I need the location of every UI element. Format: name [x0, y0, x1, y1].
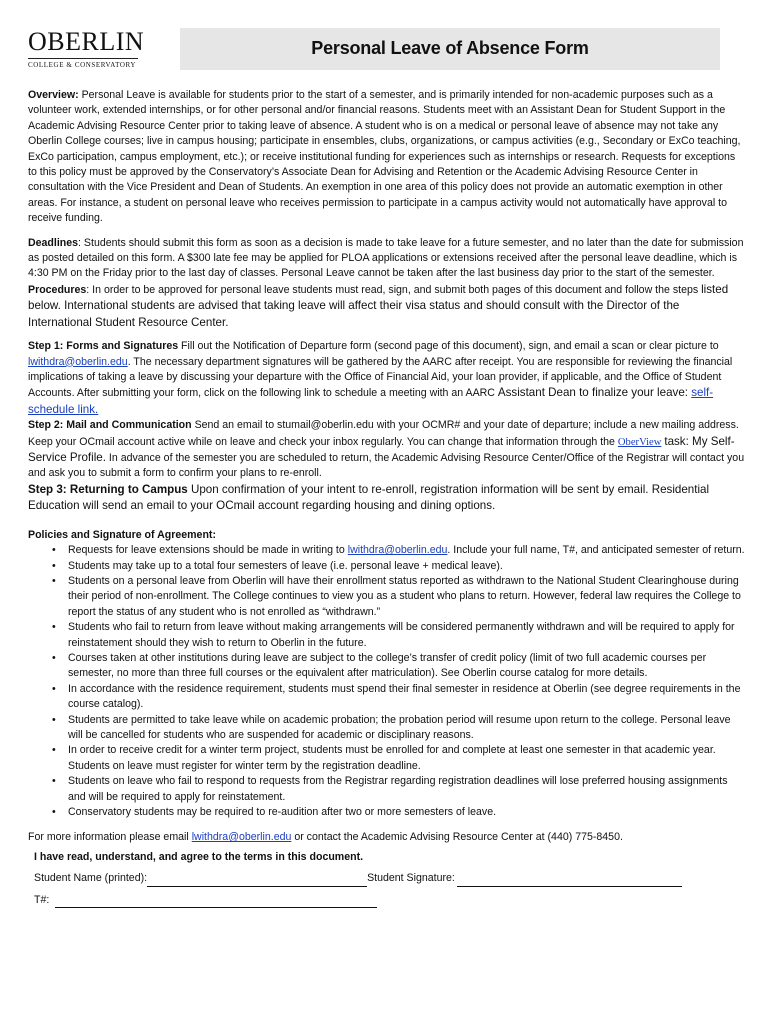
policy-item: • Students on a personal leave from Oberlin will have their enrollment status reported as withdrawn to the National Student Clearinghouse during their period of non-enrollment. The College continues to view you as a student who plans to return. However, federal law requires the College to report the status of any student who is not enrolled as “withdrawn.” — [50, 574, 746, 620]
self-schedule-link[interactable]: self-schedule link. — [28, 386, 714, 416]
policy-item: • Students who fail to return from leave without making arrangements will be considered permanently withdrawn and will be required to apply for reinstatement should they wish to return to Oberlin in the future. — [50, 620, 746, 651]
oberview-link[interactable]: OberView — [617, 436, 662, 448]
deadlines-text: : Students should submit this form as soon as a decision is made to take leave for a future semester, and no later than the date for submission as posted detailed on this form. A $300 late fee may be applied for PLOA applications or extensions received after the personal leave deadline, which is 4:30 PM on the Friday prior to the last day of classes. Personal Leave cannot be taken after the last business day prior to the start of the semester. — [28, 236, 744, 280]
policy-item — [50, 543, 746, 558]
page-title: Personal Leave of Absence Form — [311, 38, 589, 59]
agreement-statement: I have read, understand, and agree to the terms in this document. — [34, 850, 364, 863]
more-info-text-a: For more information please email — [28, 831, 192, 844]
policy-text: Requests for leave extensions should be made in writing to — [68, 544, 348, 557]
procedures-paragraph — [28, 282, 746, 331]
student-signature-field[interactable] — [457, 875, 682, 887]
step1-text-c: Assistant Dean to finalize your leave: — [497, 386, 692, 400]
policy-item: • Students are permitted to take leave while on academic probation; the probation period will resume upon return to the college. Personal leave will be cancelled for students who are suspended for academic or disciplinary reasons. — [50, 713, 746, 744]
procedures-label: Procedures — [28, 283, 87, 296]
overview-label: Overview: — [28, 89, 79, 101]
step3-paragraph — [28, 482, 746, 514]
policies-list — [50, 543, 746, 820]
deadlines-label: Deadlines — [28, 236, 79, 249]
step1-text-a: Fill out the Notification of Departure form (second page of this document), sign, and email a scan or clear picture to — [178, 340, 719, 353]
oberlin-logo — [28, 28, 148, 70]
step2-label: Step 2: Mail and Communication — [28, 419, 192, 432]
t-number-field[interactable] — [55, 896, 377, 908]
policy-item: • Conservatory students may be required to re-audition after two or more semesters of leave. — [50, 805, 746, 820]
step3-text: Upon confirmation of your intent to re-enroll, registration information will be sent by email. Residential Education will send an email to your OCmail account regarding housing and dining options. — [28, 482, 710, 512]
overview-text: Personal Leave is available for students prior to the start of a semester, and is primarily intended for non-academic purposes such as a volunteer work, extended internships, or for other personal and/or financial reasons. Students meet with an Assistant Dean for Student Support in the Academic Advising Resource Center prior to taking leave of absence. A student who is on a medical or personal leave of absence may not take any Oberlin College courses; live in campus housing; participate in ensembles, clubs, organizations, or campus activities (e.g., Secondary or ExCo teaching, ExCo participation, campus employment, etc.); or receive institutional funding for experiences such as internships or research. Requests for exceptions to this policy must be approved by the Conservatory’s Associate Dean for Advising and Retention or the Academic Advising Resource Center in consultation with the Vice President and Dean of Students. An exemption in one area of this policy does not provide an automatic exemption in other areas. For instance, a student on personal leave who receives permission to participate in a campus activity would not automatically have approval to receive funding. — [28, 89, 741, 225]
policy-item: • Courses taken at other institutions during leave are subject to the college’s transfer of credit policy (limit of two full academic courses per semester, no more than three full courses or the equivalent after matriculation). See Oberlin course catalog for more details. — [50, 651, 746, 682]
student-signature-label: Student Signature: — [367, 872, 455, 885]
more-info-email-link[interactable]: lwithdra@oberlin.edu — [191, 831, 292, 844]
step2-text-c: task: My Self-Service Profile. — [28, 434, 735, 464]
student-name-field[interactable] — [147, 875, 367, 887]
step2-text-a: Send an email to stumail@oberlin.edu with your OCMR# and your date of departure; include a new mailing address. Keep your OCmail account active while on leave and check your inbox regularly. You can change that information through the — [28, 419, 739, 448]
logo-wordmark: OBERLIN — [28, 27, 145, 56]
deadlines-paragraph — [28, 236, 746, 282]
policy-item: • Students may take up to a total four semesters of leave (i.e. personal leave + medical leave). — [50, 559, 746, 574]
policy-item: • Students on leave who fail to respond to requests from the Registrar regarding registration deadlines will lose preferred housing assignments and will be required to apply for reinstatement. — [50, 774, 746, 805]
policy-email-link[interactable]: lwithdra@oberlin.edu — [347, 544, 448, 557]
student-name-label: Student Name (printed): — [34, 872, 148, 885]
procedures-text-b: listed below. International students are advised that taking leave will affect their visa status and should consult with the Director of the International Student Resource Center. — [28, 282, 729, 329]
t-number-label: T#: — [34, 893, 50, 906]
policy-item: • In order to receive credit for a winter term project, students must be enrolled for and complete at least one semester in that academic year. Students on leave must register for winter term by the registration deadline. — [50, 743, 746, 774]
more-info — [28, 830, 746, 845]
step1-paragraph — [28, 339, 746, 418]
step1-email-link[interactable]: lwithdra@oberlin.edu — [28, 355, 128, 368]
step1-label: Step 1: Forms and Signatures — [28, 340, 179, 353]
title-bar — [180, 28, 720, 70]
signature-row — [34, 871, 746, 886]
logo-rule — [28, 58, 138, 59]
more-info-text-b: or contact the Academic Advising Resource Center at (440) 775-8450. — [291, 831, 623, 844]
policies-title: Policies and Signature of Agreement: — [28, 528, 216, 541]
step3-label: Step 3: Returning to Campus — [28, 482, 188, 496]
document-body — [28, 88, 746, 908]
overview-paragraph — [28, 88, 746, 227]
logo-subtitle: COLLEGE & CONSERVATORY — [28, 61, 137, 69]
policy-item: • In accordance with the residence requirement, students must spend their final semester in residence at Oberlin (see degree requirements in the course catalog). — [50, 682, 746, 713]
policy-text: . Include your full name, T#, and anticipated semester of return. — [447, 544, 745, 557]
step2-text-d: In advance of the semester you are scheduled to return, the Academic Advising Resource Center/Office of the Registrar will contact you and ask you to submit a form to confirm your plans to re-enroll. — [28, 451, 745, 480]
step2-paragraph — [28, 418, 746, 482]
t-number-row — [34, 893, 746, 908]
step1-text-b: . The necessary department signatures will be gathered by the AARC after receipt. You are responsible for reviewing the financial implications of taking a leave by discussing your departure with the Office of Financial Aid, your loan provider, if applicable, and the Office of Student Accounts. After submitting your form, click on the following link to schedule a meeting with an AARC — [28, 355, 733, 400]
procedures-text-a: : In order to be approved for personal leave students must read, sign, and submit both pages of this document and follow the steps — [86, 283, 702, 296]
